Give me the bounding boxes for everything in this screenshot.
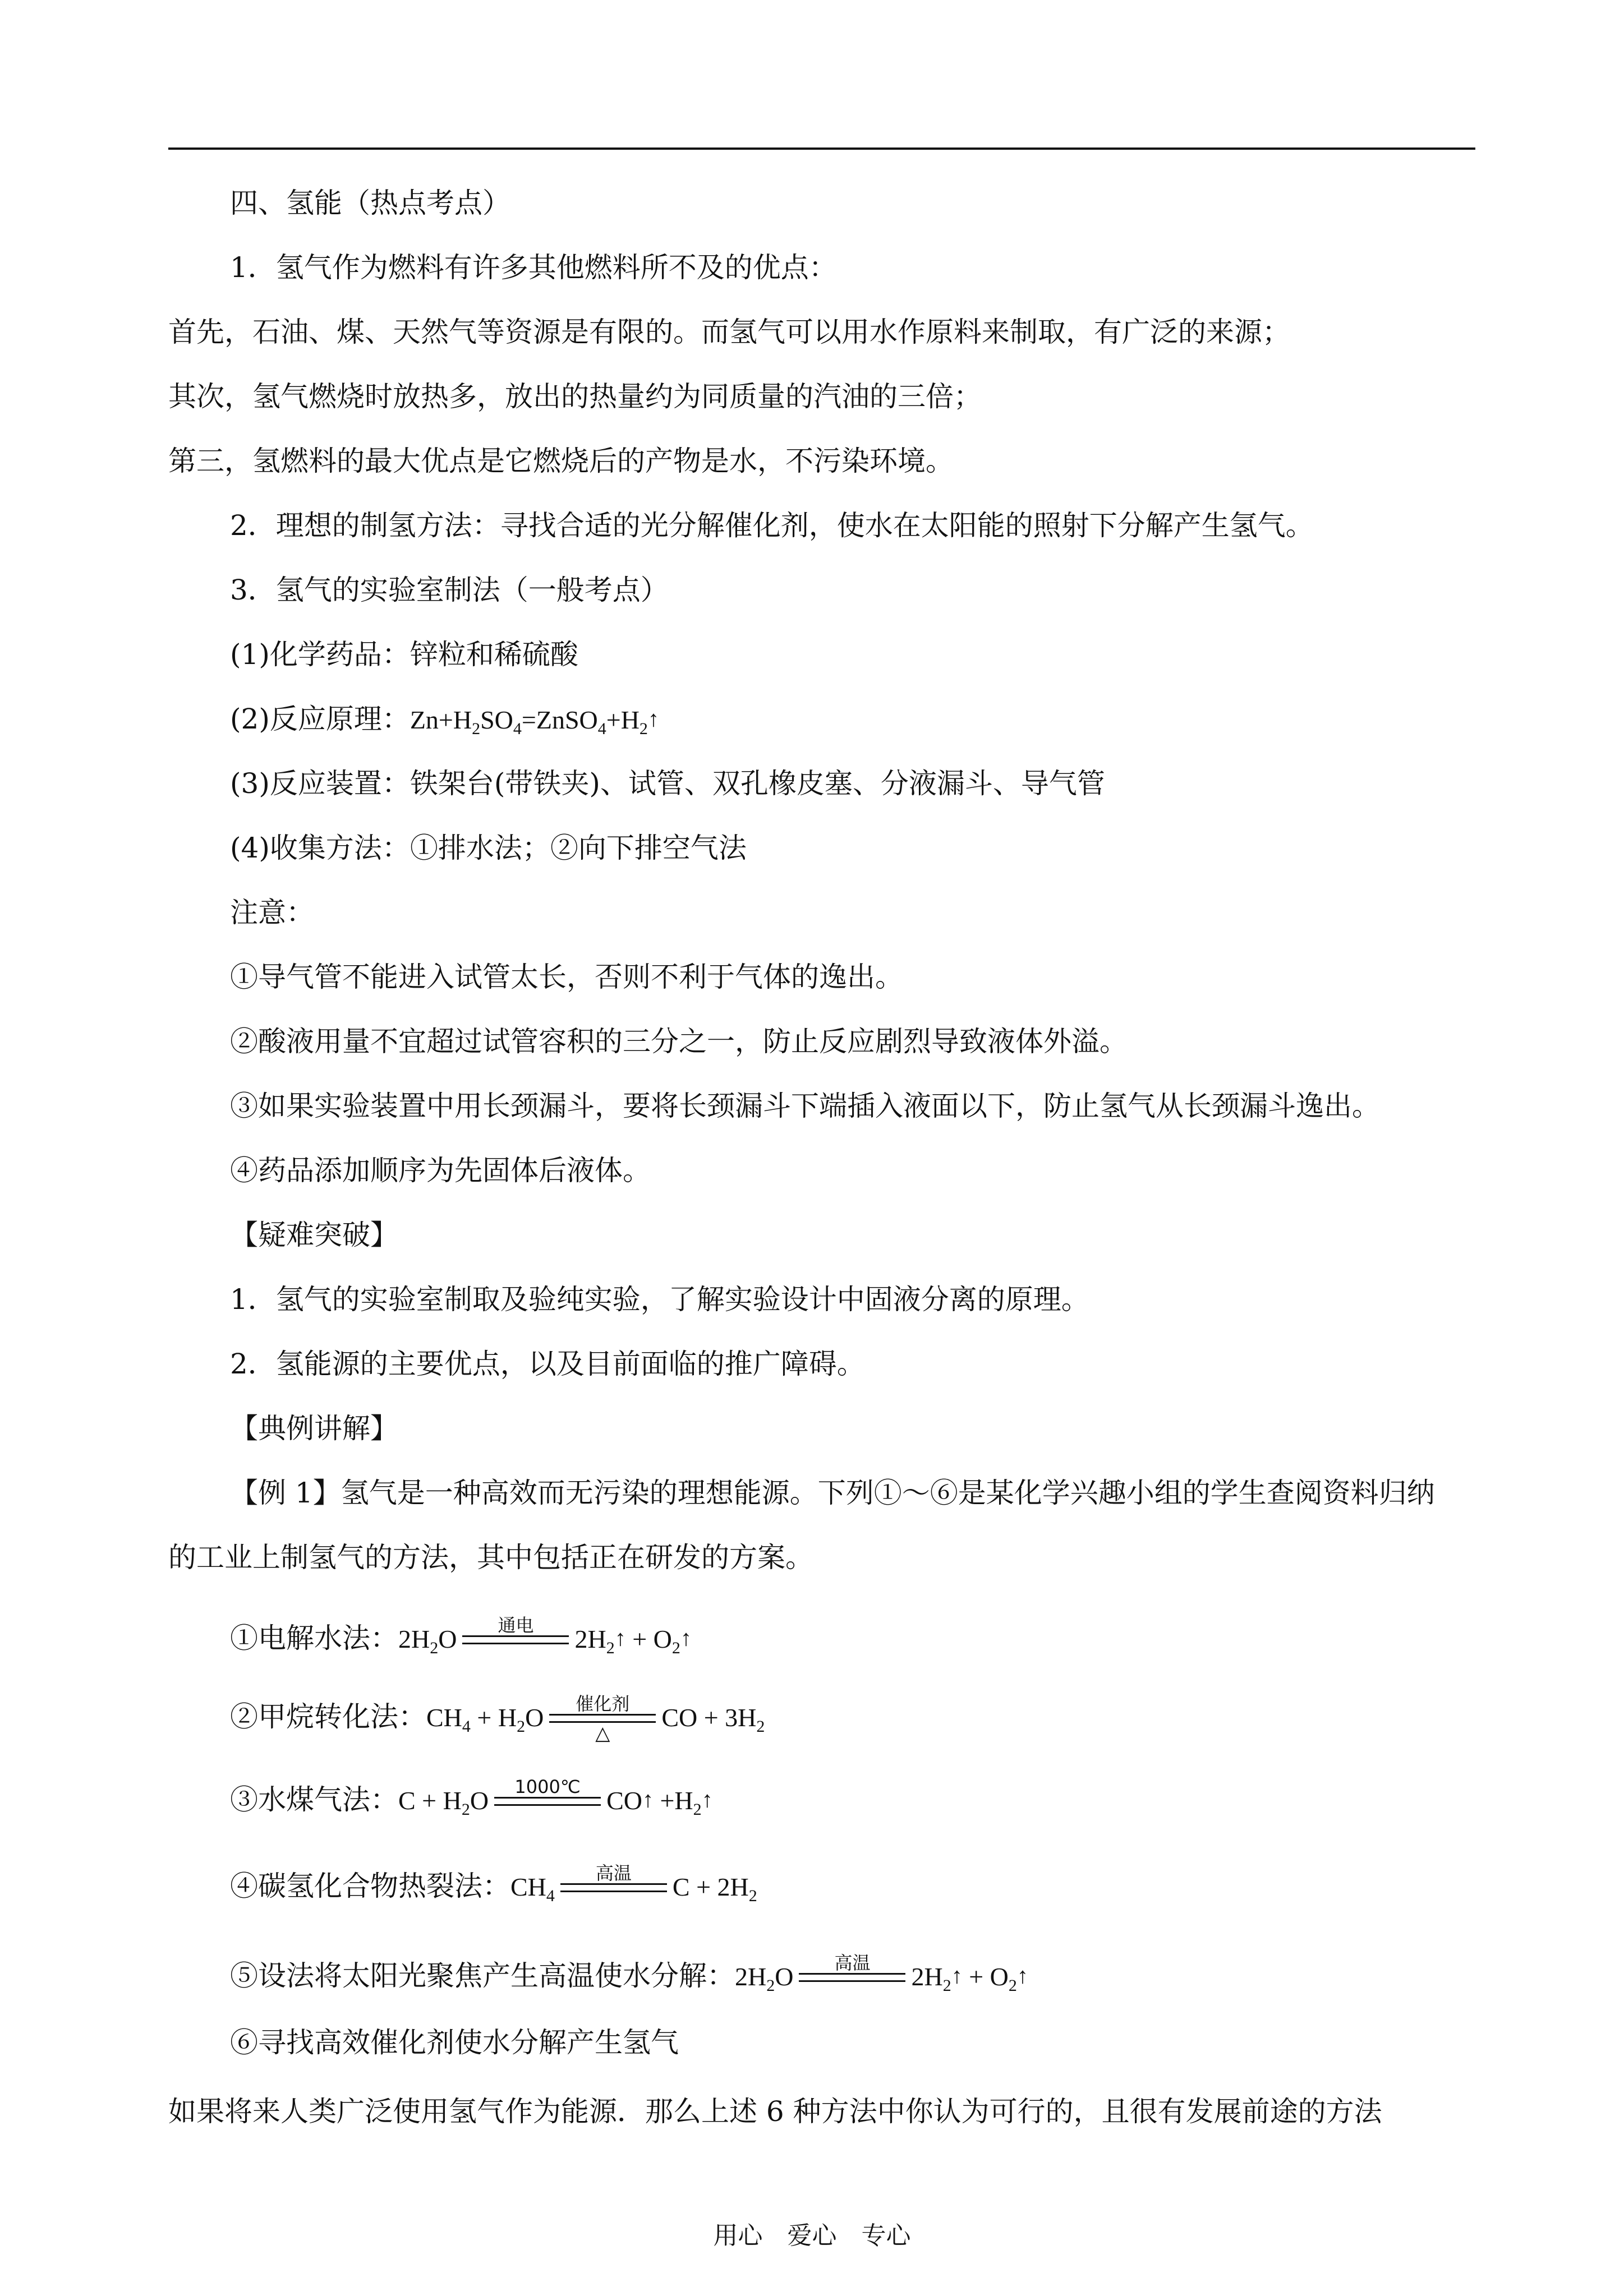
equation-zn-h2so4: $Zn+H_2SO_4=ZnSO_4+H_2↑$	[410, 702, 659, 737]
equation: $C + H_2O$	[398, 1786, 489, 1819]
paragraph: 1．氢气作为燃料有许多其他燃料所不及的优点：	[230, 251, 837, 284]
gas-arrow-icon: ↑	[701, 1787, 713, 1812]
paragraph: 2．理想的制氢方法：寻找合适的光分解催化剂，使水在太阳能的照射下分解产生氢气。	[230, 509, 1314, 542]
method-water-gas: ③水煤气法：$C + H_2O$ 1000℃ CO↑ $+H_2↑$	[230, 1777, 713, 1827]
paragraph: 其次，氢气燃烧时放热多，放出的热量约为同质量的汽油的三倍；	[168, 380, 982, 413]
note-item: ③如果实验装置中用长颈漏斗，要将长颈漏斗下端插入液面以下，防止氢气从长颈漏斗逸出。	[230, 1090, 1380, 1122]
condition-mark: 高温	[799, 1953, 905, 2003]
gas-arrow-icon: ↑	[951, 1963, 963, 1988]
section-heading-example: 【典例讲解】	[230, 1412, 398, 1445]
gas-arrow-icon: ↑	[680, 1625, 692, 1650]
gas-arrow-icon: ↑	[642, 1787, 654, 1812]
paragraph: (1)化学药品：锌粒和稀硫酸	[230, 638, 578, 671]
condition-mark: 高温	[560, 1863, 667, 1914]
gas-arrow-icon: ↑	[614, 1625, 626, 1650]
difficulty-item: 2．氢能源的主要优点，以及目前面临的推广障碍。	[230, 1348, 865, 1380]
page-footer: 用心 爱心 专心	[713, 2221, 911, 2250]
method-catalyst: ⑥寻找高效催化剂使水分解产生氢气	[230, 2026, 679, 2059]
method-electrolysis: ①电解水法：$2H_2O$ 通电 $2H_2↑$ + $O_2↑$	[230, 1615, 692, 1666]
example-text: 【例 1】氢气是一种高效而无污染的理想能源。下列①～⑥是某化学兴趣小组的学生查阅资料归纳	[230, 1477, 1435, 1509]
header-rule	[168, 147, 1475, 150]
section-heading-difficulty: 【疑难突破】	[230, 1219, 398, 1251]
gas-arrow-icon: ↑	[647, 706, 659, 731]
example-text: 的工业上制氢气的方法，其中包括正在研发的方案。	[168, 1541, 813, 1574]
paragraph: 首先，石油、煤、天然气等资源是有限的。而氢气可以用水作原料来制取，有广泛的来源；	[168, 316, 1290, 348]
condition-mark: 通电	[462, 1615, 569, 1666]
method-solar-thermal: ⑤设法将太阳光聚焦产生高温使水分解：$2H_2O$ 高温 $2H_2↑$ + $O_2↑$	[230, 1953, 1028, 2003]
equation: $CH_4$	[510, 1873, 555, 1905]
method-methane-conversion: ②甲烷转化法：$CH_4 + H_2O$ 催化剂 △ CO + $3H_2$	[230, 1693, 765, 1745]
section-heading: 四、氢能（热点考点）	[230, 187, 510, 219]
gas-arrow-icon: ↑	[1016, 1963, 1028, 1988]
note-item: ①导气管不能进入试管太长，否则不利于气体的逸出。	[230, 961, 903, 993]
paragraph: (4)收集方法：①排水法；②向下排空气法	[230, 832, 747, 864]
difficulty-item: 1．氢气的实验室制取及验纯实验，了解实验设计中固液分离的原理。	[230, 1283, 1089, 1316]
label: (2)反应原理：	[230, 703, 410, 735]
paragraph: 第三，氢燃料的最大优点是它燃烧后的产物是水，不污染环境。	[168, 445, 954, 477]
condition-mark: 1000℃	[494, 1777, 601, 1827]
note-item: ②酸液用量不宜超过试管容积的三分之一，防止反应剧烈导致液体外溢。	[230, 1025, 1128, 1058]
equation: $CH_4 + H_2O$	[426, 1703, 544, 1736]
method-hydrocarbon-cracking: ④碳氢化合物热裂法：$CH_4$ 高温 $C + 2H_2$	[230, 1863, 757, 1914]
note-item: ④药品添加顺序为先固体后液体。	[230, 1154, 651, 1187]
condition-mark: 催化剂 △	[549, 1694, 656, 1744]
equation: $2H_2O$	[398, 1625, 457, 1657]
reaction-principle	[230, 702, 659, 737]
equation: $2H_2O$	[735, 1962, 794, 1995]
paragraph: 3．氢气的实验室制法（一般考点）	[230, 574, 669, 606]
paragraph: (3)反应装置：铁架台(带铁夹)、试管、双孔橡皮塞、分液漏斗、导气管	[230, 767, 1105, 800]
question-text: 如果将来人类广泛使用氢气作为能源．那么上述 6 种方法中你认为可行的，且很有发展前途的方法	[168, 2095, 1382, 2128]
note-heading: 注意：	[230, 896, 314, 929]
